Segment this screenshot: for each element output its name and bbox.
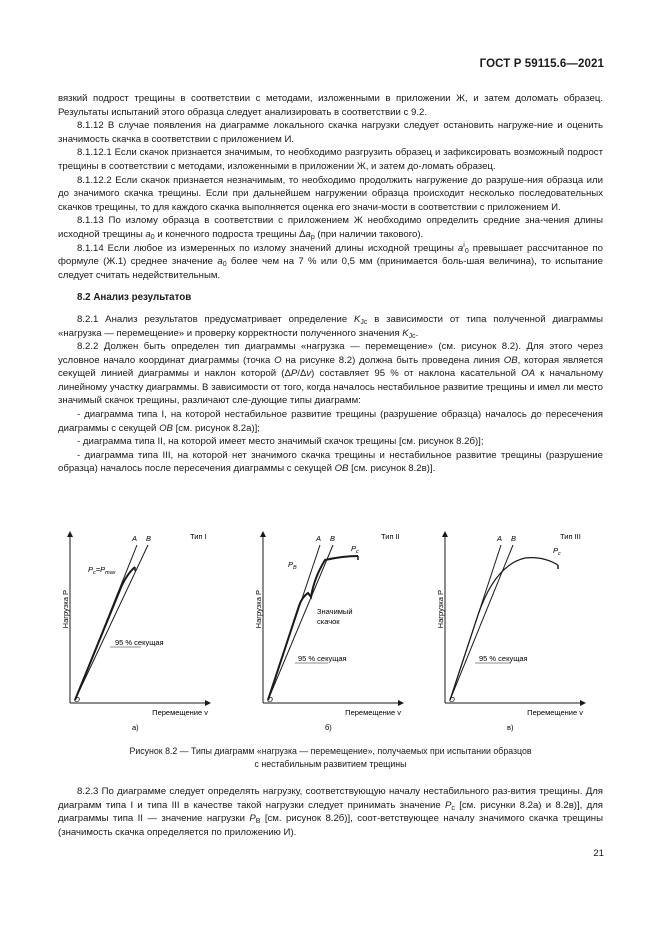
y-axis-title: Нагрузка P — [254, 590, 263, 629]
origin-label: O — [267, 695, 273, 704]
figure-caption — [58, 745, 603, 770]
bullet-type-2: - диаграмма типа II, на которой имеет место значимый скачок трещины [см. рисунок 8.2б)]; — [77, 436, 484, 448]
point-a-label: A — [316, 534, 322, 543]
paragraph-8-1-12-1: 8.1.12.1 Если скачок признается значимым, то необходимо разгрузить образец и зафиксировать возможный подрост трещины в соответствии с методами, изложенными в приложении Ж, и затем до-ломать образец. — [58, 147, 603, 172]
diagram-type-3 — [415, 520, 605, 730]
point-b-label: B — [511, 534, 517, 543]
paragraph-8-2-3: 8.2.3 По диаграмме следует определять нагрузку, соответствующую началу нестабильного раз-вития трещины. Для диаграмм типа I и типа III в качестве такой нагрузки следует принимать значение $P_c$ [см. рисунки 8.2а) и 8.2в)], для диаграммы типа II — значение нагрузки $P_B$ [см. рисунок 8.2б)], соот-ветствующее началу значимого скачка трещины (значимость скачка определяется по приложению И). — [58, 786, 603, 838]
load-label-pc: $P_c$ — [351, 544, 359, 555]
origin-label: O — [74, 695, 80, 704]
bullet-type-1: - диаграмма типа I, на которой нестабильное развитие трещины (разрушение образца) началось до пересечения диаграммы с секущей OB [см. рисунок 8.2а)]; — [58, 409, 603, 434]
load-label: $P_c=P_{max}$ — [88, 565, 116, 576]
panel-letter: в) — [507, 723, 514, 732]
paragraph-8-2-2: 8.2.2 Должен быть определен тип диаграммы «нагрузка — перемещение» (см. рисунок 8.2). Для этого через условное начало координат диаграммы (точка O на рисунке 8.2) должна быть проведена линия OB, которая является секущей линией диаграммы и наклон которой (ΔP/Δv) составляет 95 % от наклона касательной OA к начальному линейному участку диаграммы. В зависимости от того, когда началось нестабильное развитие трещины и имел ли место значимый скачок трещины, различают сле-дующие типы диаграмм: — [58, 341, 604, 407]
figure-8-2 — [40, 520, 620, 740]
diagram-type-label: Тип I — [190, 532, 207, 541]
paragraph-continuation: вязкий подрост трещины в соответствии с методами, изложенными в приложении Ж, и затем доломать образец. Результаты испытаний этого образца следует анализировать в соответствии с 9.2. — [58, 93, 603, 118]
secant-line-ob — [75, 545, 148, 700]
paragraph-8-1-14: 8.1.14 Если любое из измеренных по излому значений длины исходной трещины $a^i_0$ превышает рассчитанное по формуле (Ж.1) среднее значение $a_0$ более чем на 7 % или 0,5 мм (принимается боль-шая величина), то испытание следует считать недействительным. — [58, 241, 604, 281]
diagram-type-1 — [40, 520, 230, 730]
paragraph-8-2-1: 8.2.1 Анализ результатов предусматривает определение $K_{Jc}$ в зависимости от типа полученной диаграммы «нагрузка — перемещение» и проверку корректности полученного значения $K_{Jc}$. — [58, 313, 603, 340]
secant-label: 95 % секущая — [115, 638, 164, 647]
diagram-type-2 — [233, 520, 423, 730]
point-b-label: B — [146, 534, 152, 543]
point-a-label: A — [497, 534, 503, 543]
secant-label: 95 % секущая — [479, 654, 528, 663]
diagram-type-label: Тип II — [381, 532, 400, 541]
load-curve — [450, 558, 558, 700]
point-b-label: B — [330, 534, 336, 543]
point-a-label: A — [132, 534, 138, 543]
load-label-pb: $P_B$ — [288, 560, 297, 571]
secant-label: 95 % секущая — [298, 654, 347, 663]
panel-letter: а) — [132, 723, 139, 732]
origin-label: O — [449, 695, 455, 704]
load-label: $P_c$ — [553, 546, 561, 557]
y-axis-title: Нагрузка P — [61, 590, 70, 629]
jump-label-2: скачок — [317, 617, 340, 626]
lower-text-block — [58, 785, 603, 839]
diagram-type-label: Тип III — [560, 532, 581, 541]
caption-line-1: Рисунок 8.2 — Типы диаграмм «нагрузка — перемещение», получаемых при испытании образцов — [129, 746, 532, 756]
bullet-type-3: - диаграмма типа III, на которой нет значимого скачка трещины и нестабильное развитие трещины (разрушение образца) началось после пересечения диаграммы с секущей OB [см. рисунок 8.2в)]. — [58, 449, 603, 475]
upper-text-block — [58, 92, 603, 476]
load-curve — [268, 556, 358, 700]
paragraph-8-1-12-2: 8.1.12.2 Если скачок признается незначимым, то необходимо продолжить нагружение до разруше-ния образца или до значимого скачка трещины. Если при дальнейшем нагружении образца происходит несколько последовательных скачков трещины, то для каждого скачка выполняется оценка его значи-мости в соответствии с приложением И. — [58, 174, 603, 213]
secant-line-ob — [450, 545, 513, 700]
paragraph-8-1-12: 8.1.12 В случае появления на диаграмме локального скачка нагрузки следует остановить нагруже-ние и оценить значимость скачка в соответствии с приложением И. — [58, 120, 603, 145]
jump-label-1: Значимый — [317, 607, 353, 616]
section-title: 8.2 Анализ результатов — [77, 292, 192, 304]
load-curve — [75, 567, 135, 700]
document-header: ГОСТ Р 59115.6—2021 — [479, 58, 604, 70]
x-axis-title: Перемещение v — [345, 708, 401, 717]
x-axis-title: Перемещение v — [152, 708, 208, 717]
y-axis-title: Нагрузка P — [436, 590, 445, 629]
panel-letter: б) — [325, 723, 332, 732]
x-axis-title: Перемещение v — [527, 708, 583, 717]
page-number: 21 — [593, 848, 604, 859]
paragraph-8-1-13: 8.1.13 По излому образца в соответствии с приложением Ж необходимо определить средние зна-чения длины исходной трещины $a_0$ и конечного подроста трещины $\Delta a_p$ (при наличии такового). — [58, 215, 603, 241]
caption-line-2: с нестабильным развитием трещины — [254, 758, 407, 769]
